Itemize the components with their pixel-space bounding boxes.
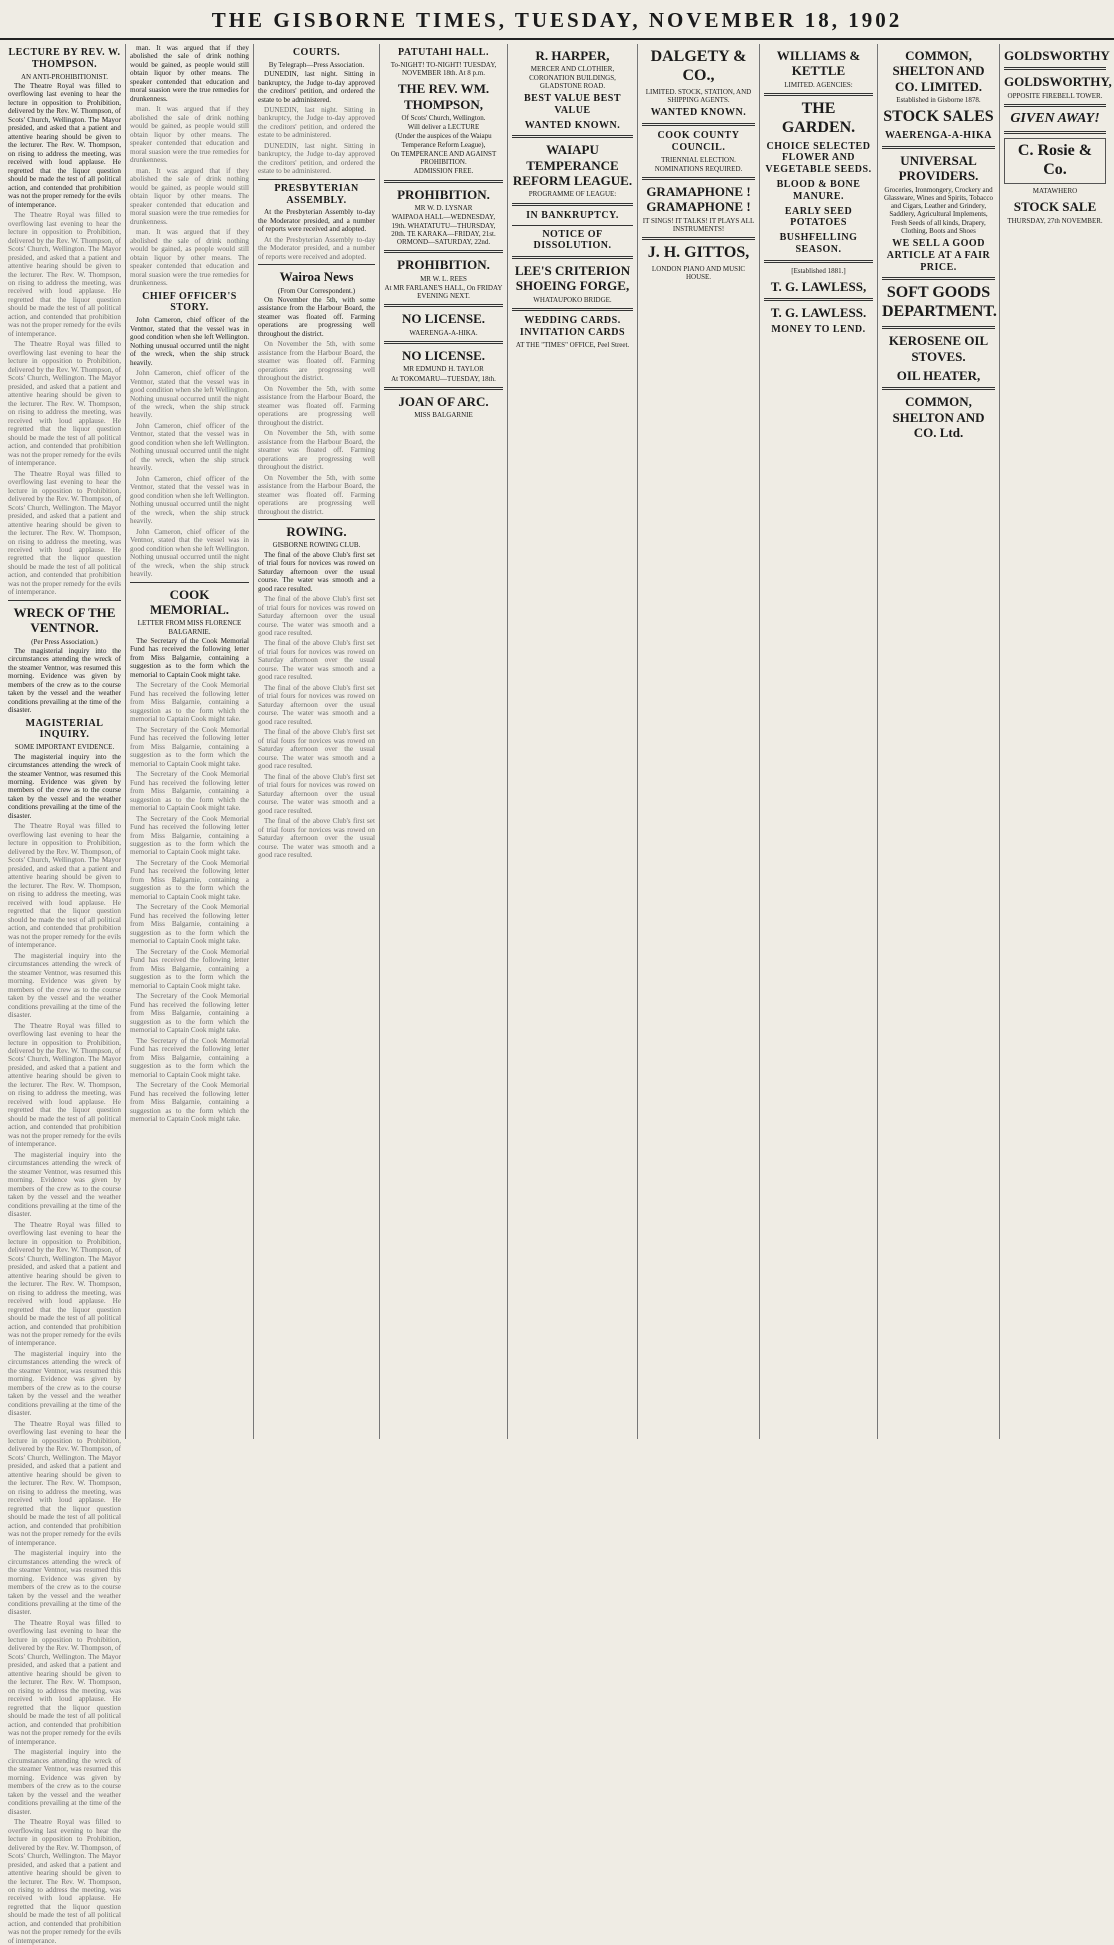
divider xyxy=(384,180,503,183)
rees-name: MR W. L. REES xyxy=(420,274,467,283)
cook-memorial-body-cont-6: The Secretary of the Cook Memorial Fund has received the following letter from Miss Balgarnie, containing a suggestion as to the form which the memorial to Captain Cook might take. xyxy=(130,903,249,946)
chief-officer-body-cont: John Cameron, chief officer of the Ventnor, stated that the vessel was in good condition when she left Wellington. Nothing unusual occurred until the night of the wreck, when the ship struck heavily. xyxy=(130,369,249,420)
rowing-body-cont-4: The final of the above Club's first set of trial fours for novices was rowed on Saturday afternoon over the usual course. The water was smooth and a good race resulted. xyxy=(258,728,375,771)
prohibition-headline: PROHIBITION. xyxy=(397,186,490,202)
inquiry-body-cont-8: The magisterial inquiry into the circumstances attending the wreck of the steamer Ventnor, was resumed this morning. Evidence was given by members of the crew as to the course taken by the vessel and the weather conditions prevailing at the time of the disaster. xyxy=(8,1549,121,1617)
kerosene-stoves: KEROSENE OIL STOVES. xyxy=(888,333,989,364)
balgarnie-name: MISS BALGARNIE xyxy=(414,411,473,420)
rowing-body-cont-2: The final of the above Club's first set of trial fours for novices was rowed on Saturday afternoon over the usual course. The water was smooth and a good race resulted. xyxy=(258,639,375,682)
rees-venue: At MR FARLANE'S HALL, On FRIDAY EVENING NEXT. xyxy=(384,283,503,301)
tokomaru-date: At TOKOMARU—TUESDAY, 18th. xyxy=(391,374,496,383)
goldsworthy-sub: OPPOSITE FIREBELL TOWER. xyxy=(1007,91,1103,100)
thompson-lecture: Will deliver a LECTURE xyxy=(407,123,480,132)
dalgety-sub: LIMITED. STOCK, STATION, AND SHIPPING AGENTS. xyxy=(645,87,752,104)
lysnar-name: MR W. D. LYSNAR xyxy=(414,204,473,213)
common-shelton-title: COMMON, SHELTON AND CO. LIMITED. xyxy=(892,48,985,94)
lysnar-dates: WAIPAOA HALL—WEDNESDAY, 19th. WHATATUTU—THURSDAY, 20th. TE KARAKA—FRIDAY, 21st. ORMOND—SATURDAY, 22nd. xyxy=(391,213,496,247)
cook-memorial-body-cont-4: The Secretary of the Cook Memorial Fund has received the following letter from Miss Balgarnie, containing a suggestion as to the form which the memorial to Captain Cook might take. xyxy=(130,814,249,857)
ventnor-sub: (Per Press Association.) xyxy=(31,637,98,646)
column-8 xyxy=(878,44,1000,1439)
divider xyxy=(8,600,121,601)
rowing-headline: ROWING. xyxy=(286,524,347,540)
dissolution-headline: NOTICE OF DISSOLUTION. xyxy=(533,228,612,252)
gittos-sub: LONDON PIANO AND MUSIC HOUSE. xyxy=(651,265,746,282)
times-office: AT THE "TIMES" OFFICE, Peel Street. xyxy=(515,340,630,349)
divider xyxy=(258,264,375,265)
bankruptcy-headline: IN BANKRUPTCY. xyxy=(526,209,619,221)
column-1 xyxy=(4,44,126,1945)
cook-memorial-body-cont-8: The Secretary of the Cook Memorial Fund has received the following letter from Miss Balgarnie, containing a suggestion as to the form which the memorial to Captain Cook might take. xyxy=(130,992,249,1035)
divider xyxy=(642,237,755,240)
rosie-logo: C. Rosie & Co. xyxy=(1004,138,1106,184)
fair-price: WE SELL A GOOD ARTICLE AT A FAIR PRICE. xyxy=(886,238,991,273)
column-6 xyxy=(638,44,760,1439)
divider xyxy=(384,250,503,253)
chief-officer-body-cont-4: John Cameron, chief officer of the Ventnor, stated that the vessel was in good condition when she left Wellington. Nothing unusual occurred until the night of the wreck, when the ship struck heavily. xyxy=(130,527,249,579)
column-7 xyxy=(760,44,878,1439)
lawless-established: [Established 1881.] xyxy=(791,266,846,275)
cook-memorial-body-cont-5: The Secretary of the Cook Memorial Fund has received the following letter from Miss Balgarnie, containing a suggestion as to the form which the memorial to Captain Cook might take. xyxy=(130,858,249,901)
divider xyxy=(512,256,633,259)
inquiry-body-cont-9: The Theatre Royal was filled to overflowing last evening to hear the lecture in opposition to Prohibition, delivered by the Rev. W. Thompson, of Scots' Church, Wellington. The Mayor presided, and asked that a patient and attentive hearing should be given to the lecturer. The Rev. W. Thompson, on rising to address the meeting, was received with loud applause. He regretted that the liquor question should be made the test of all political action, and contended that prohibition was not the proper remedy for the evils of intemperance. xyxy=(8,1618,121,1746)
divider xyxy=(1004,67,1106,70)
council-sub: TRIENNIAL ELECTION. xyxy=(661,155,736,164)
provisions-list: Groceries, Ironmongery, Crockery and Glassware, Wines and Spirits, Tobacco and Cigars, Leather and Grindery, Saddlery, Agricultural Implements, Fresh Seeds of all kinds, Drapery, Clothing, Boots and Shoes xyxy=(883,185,993,235)
lees-forge: LEE'S CRITERION SHOEING FORGE, xyxy=(514,263,631,294)
inquiry-body-cont-3: The Theatre Royal was filled to overflowing last evening to hear the lecture in opposition to Prohibition, delivered by the Rev. W. Thompson, of Scots' Church, Wellington. The Mayor presided, and asked that a patient and attentive hearing should be given to the lecturer. The Rev. W. Thompson, on rising to address the meeting, was received with loud applause. He regretted that the liquor question should be made the test of all political action, and contended that prohibition was not the proper remedy for the evils of intemperance. xyxy=(8,1021,121,1149)
thompson-name: THE REV. WM. THOMPSON, xyxy=(397,81,490,112)
thompson-under: (Under the auspices of the Waiapu Temperance Reform League), xyxy=(395,132,492,149)
cook-memorial-body-cont-2: The Secretary of the Cook Memorial Fund has received the following letter from Miss Balgarnie, containing a suggestion as to the form which the memorial to Captain Cook might take. xyxy=(130,725,249,768)
divider xyxy=(764,93,873,96)
divider xyxy=(258,519,375,520)
thompson-on: On TEMPERANCE AND AGAINST PROHIBITION. xyxy=(390,149,497,167)
bushfelling-headline: BUSHFELLING SEASON. xyxy=(779,232,858,256)
seeds-headline: CHOICE SELECTED FLOWER AND VEGETABLE SEEDS. xyxy=(765,140,872,176)
universal-providers: UNIVERSAL PROVIDERS. xyxy=(898,152,979,184)
thompson-of: Of Scots' Church, Wellington. xyxy=(401,113,486,122)
lecture-body: The Theatre Royal was filled to overflowing last evening to hear the lecture in opposition to Prohibition, delivered by the Rev. W. Thompson, of Scots' Church, Wellington. The Mayor presided, and asked that a patient and attentive hearing should be given to the lecturer. The Rev. W. Thompson, on rising to address the meeting, was received with loud applause. He regretted that the liquor question should be made the test of all political action, and contended that prohibition was not the proper remedy for the evils of intemperance. xyxy=(8,81,121,209)
soft-goods: SOFT GOODS DEPARTMENT. xyxy=(882,284,997,321)
cook-memorial-body-cont: The Secretary of the Cook Memorial Fund has received the following letter from Miss Balgarnie, containing a suggestion as to the form which the memorial to Captain Cook might take. xyxy=(130,681,249,724)
thompson-admission: ADMISSION FREE. xyxy=(413,167,474,176)
inquiry-body-cont-11: The Theatre Royal was filled to overflowing last evening to hear the lecture in opposition to Prohibition, delivered by the Rev. W. Thompson, of Scots' Church, Wellington. The Mayor presided, and asked that a patient and attentive hearing should be given to the lecturer. The Rev. W. Thompson, on rising to address the meeting, was received with loud applause. He regretted that the liquor question should be made the test of all political action, and contended that prohibition was not the proper remedy for the evils of intemperance. xyxy=(8,1818,121,1945)
wairoa-body-cont-2: On November the 5th, with some assistance from the Harbour Board, the steamer was floated off. Farming operations are progressing well throughout the district. xyxy=(258,384,375,427)
money-to-lend: MONEY TO LEND. xyxy=(771,323,866,335)
inquiry-headline: MAGISTERIAL INQUIRY. xyxy=(25,717,104,741)
column-5 xyxy=(508,44,638,1439)
divider xyxy=(882,326,995,329)
harper-title: R. HARPER, xyxy=(535,48,610,63)
inquiry-sub: SOME IMPORTANT EVIDENCE. xyxy=(14,743,115,752)
cook-memorial-body-cont-10: The Secretary of the Cook Memorial Fund has received the following letter from Miss Balgarnie, containing a suggestion as to the form which the memorial to Captain Cook might take. xyxy=(130,1081,249,1123)
col2-body-cont-2: man. It was argued that if they abolished the sale of drink nothing would be gained, as people would still obtain liquor by other means. The speaker contended that education and moral suasion were the true remedies for drunkenness. xyxy=(130,166,249,226)
league-headline: WAIAPU TEMPERANCE REFORM LEAGUE. xyxy=(512,142,633,189)
divider xyxy=(1004,104,1106,107)
nolicense-headline: NO LICENSE. xyxy=(401,311,486,327)
cards-headline: WEDDING CARDS. INVITATION CARDS xyxy=(519,315,626,338)
column-4 xyxy=(380,44,508,1439)
divider xyxy=(384,304,503,307)
masthead: THE GISBORNE TIMES, TUESDAY, NOVEMBER 18, 1902 xyxy=(0,0,1114,40)
gittos-title: J. H. GITTOS, xyxy=(647,244,750,262)
cook-memorial-headline: COOK MEMORIAL. xyxy=(149,586,230,618)
courts-body: DUNEDIN, last night. Sitting in bankruptcy, the Judge to-day approved the creditors' petition, and ordered the estate to be administered. xyxy=(258,70,375,104)
established: Established in Gisborne 1878. xyxy=(896,95,981,104)
lawless-title: T. G. LAWLESS, xyxy=(770,279,867,295)
lecture-headline: LECTURE BY REV. W. THOMPSON. xyxy=(8,47,121,70)
divider xyxy=(764,298,873,301)
presbyterian-body: At the Presbyterian Assembly to-day the Moderator presided, and a number of reports were received and adopted. xyxy=(258,208,375,234)
dalgety-title: DALGETY & CO., xyxy=(650,48,747,84)
lecture-body-cont-3: The Theatre Royal was filled to overflowing last evening to hear the lecture in opposition to Prohibition, delivered by the Rev. W. Thompson, of Scots' Church, Wellington. The Mayor presided, and asked that a patient and attentive hearing should be given to the lecturer. The Rev. W. Thompson, on rising to address the meeting, was received with loud applause. He regretted that the liquor question should be made the test of all political action, and contended that prohibition was not the proper remedy for the evils of intemperance. xyxy=(8,469,121,597)
column-9 xyxy=(1000,44,1110,1439)
potatoes-headline: EARLY SEED POTATOES xyxy=(784,205,853,229)
courts-sub: By Telegraph—Press Association. xyxy=(268,60,365,69)
council-nominations: NOMINATIONS REQUIRED. xyxy=(654,164,743,173)
harper-slogan: BEST VALUE BEST VALUE xyxy=(524,93,621,116)
gramophone-sub: IT SINGS! IT TALKS! IT PLAYS ALL INSTRUMENTS! xyxy=(642,216,755,234)
divider xyxy=(1004,131,1106,134)
wairoa-body-cont-3: On November the 5th, with some assistance from the Harbour Board, the steamer was floated off. Farming operations are progressing well throughout the district. xyxy=(258,429,375,472)
courts-headline: COURTS. xyxy=(292,47,341,58)
courts-body-cont-2: DUNEDIN, last night. Sitting in bankruptcy, the Judge to-day approved the creditors' petition, and ordered the estate to be administered. xyxy=(258,141,375,176)
divider xyxy=(258,179,375,180)
rowing-body-cont-5: The final of the above Club's first set of trial fours for novices was rowed on Saturday afternoon over the usual course. The water was smooth and a good race resulted. xyxy=(258,772,375,815)
divider xyxy=(512,225,633,226)
columns xyxy=(4,44,1112,1945)
divider xyxy=(882,387,995,390)
ventnor-headline: WRECK OF THE VENTNOR. xyxy=(13,604,116,636)
divider xyxy=(764,260,873,263)
divider xyxy=(130,582,249,583)
stock-sale: STOCK SALE xyxy=(1013,199,1097,215)
wairoa-body: On November the 5th, with some assistance from the Harbour Board, the steamer was floated off. Farming operations are progressing well throughout the district. xyxy=(258,295,375,338)
chief-officer-body-cont-3: John Cameron, chief officer of the Ventnor, stated that the vessel was in good condition when she left Wellington. Nothing unusual occurred until the night of the wreck, when the ship struck heavily. xyxy=(130,474,249,526)
inquiry-body-cont-10: The magisterial inquiry into the circumstances attending the wreck of the steamer Ventnor, was resumed this morning. Evidence was given by members of the crew as to the course taken by the vessel and the weather conditions prevailing at the time of the disaster. xyxy=(8,1748,121,1816)
wanted-known: WANTED KNOWN. xyxy=(524,119,621,131)
col2-body-cont: man. It was argued that if they abolished the sale of drink nothing would be gained, as people would still obtain liquor by other means. The speaker contended that education and moral suasion were the true remedies for drunkenness. xyxy=(130,105,249,165)
manure-headline: BLOOD & BONE MANURE. xyxy=(776,179,861,202)
chief-officer-body: John Cameron, chief officer of the Ventnor, stated that the vessel was in good condition when she left Wellington. Nothing unusual occurred until the night of the wreck, when the ship struck heavily. xyxy=(130,316,249,367)
oil-heater: OIL HEATER, xyxy=(896,367,981,383)
matawhero: MATAWHERO xyxy=(1032,187,1078,196)
waerenga-a-hika: WAERENGA-A-HIKA xyxy=(885,130,992,142)
presbyterian-headline: PRESBYTERIAN ASSEMBLY. xyxy=(274,182,359,206)
williams-kettle-sub: LIMITED. AGENCIES: xyxy=(784,80,853,89)
prohibition-headline-2: PROHIBITION. xyxy=(397,257,490,273)
council-headline: COOK COUNTY COUNCIL. xyxy=(657,130,740,153)
ventnor-body: The magisterial inquiry into the circumstances attending the wreck of the steamer Ventnor, was resumed this morning. Evidence was given by members of the crew as to the course taken by the vessel and the weather conditions prevailing at the time of the disaster. xyxy=(8,646,121,715)
divider xyxy=(512,203,633,206)
divider xyxy=(642,123,755,126)
col2-body: man. It was argued that if they abolished the sale of drink nothing would be gained, as people would still obtain liquor by other means. The speaker contended that education and moral suasion were the true remedies for drunkenness. xyxy=(130,44,249,103)
divider xyxy=(512,135,633,138)
rowing-body-cont-6: The final of the above Club's first set of trial fours for novices was rowed on Saturday afternoon over the usual course. The water was smooth and a good race resulted. xyxy=(258,817,375,860)
rowing-body-cont: The final of the above Club's first set of trial fours for novices was rowed on Saturday afternoon over the usual course. The water was smooth and a good race resulted. xyxy=(258,595,375,637)
harper-sub: MERCER AND CLOTHIER, CORONATION BUILDINGS, GLADSTONE ROAD. xyxy=(529,65,616,90)
lees-sub: WHATAUPOKO BRIDGE. xyxy=(533,295,612,304)
divider xyxy=(384,341,503,344)
cook-memorial-body-cont-7: The Secretary of the Cook Memorial Fund has received the following letter from Miss Balgarnie, containing a suggestion as to the form which the memorial to Captain Cook might take. xyxy=(130,947,249,990)
patutahi-hall: PATUTAHI HALL. xyxy=(398,47,489,58)
cook-memorial-body-cont-9: The Secretary of the Cook Memorial Fund has received the following letter from Miss Balgarnie, containing a suggestion as to the form which the memorial to Captain Cook might take. xyxy=(130,1036,249,1079)
nolicense-headline-2: NO LICENSE. xyxy=(401,347,486,363)
divider xyxy=(882,146,995,149)
inquiry-body-cont-6: The magisterial inquiry into the circumstances attending the wreck of the steamer Ventnor, was resumed this morning. Evidence was given by members of the crew as to the course taken by the vessel and the weather conditions prevailing at the time of the disaster. xyxy=(8,1349,121,1418)
common-shelton-title-2: COMMON, SHELTON AND CO. Ltd. xyxy=(892,394,985,440)
chief-officer-headline: CHIEF OFFICER'S STORY. xyxy=(142,290,237,314)
williams-kettle-title: WILLIAMS & KETTLE xyxy=(776,48,861,79)
inquiry-body-cont: The Theatre Royal was filled to overflowing last evening to hear the lecture in opposition to Prohibition, delivered by the Rev. W. Thompson, of Scots' Church, Wellington. The Mayor presided, and asked that a patient and attentive hearing should be given to the lecturer. The Rev. W. Thompson, on rising to address the meeting, was received with loud applause. He regretted that the liquor question should be made the test of all political action, and contended that prohibition was not the proper remedy for the evils of intemperance. xyxy=(8,822,121,950)
garden-headline: THE GARDEN. xyxy=(781,99,856,136)
divider xyxy=(512,308,633,311)
chief-officer-body-cont-2: John Cameron, chief officer of the Ventnor, stated that the vessel was in good condition when she left Wellington. Nothing unusual occurred until the night of the wreck, when the ship struck heavily. xyxy=(130,421,249,473)
lecture-subhead: AN ANTI-PROHIBITIONIST. xyxy=(21,72,108,81)
goldsworthy-title: GOLDSWORTHY xyxy=(1004,48,1110,63)
rowing-body: The final of the above Club's first set of trial fours for novices was rowed on Saturday afternoon over the usual course. The water was smooth and a good race resulted. xyxy=(258,550,375,593)
divider xyxy=(384,387,503,390)
divider xyxy=(642,177,755,180)
wairoa-sub: (From Our Correspondent.) xyxy=(277,286,356,295)
courts-body-cont: DUNEDIN, last night. Sitting in bankruptcy, the Judge to-day approved the creditors' petition, and ordered the estate to be administered. xyxy=(258,105,375,140)
lawless-title-2: T. G. LAWLESS. xyxy=(770,305,867,321)
nolicense-place: WAERENGA-A-HIKA. xyxy=(409,328,478,337)
given-away: GIVEN AWAY! xyxy=(1010,110,1100,126)
wanted-known-2: WANTED KNOWN. xyxy=(650,107,747,119)
lecture-body-cont: The Theatre Royal was filled to overflowing last evening to hear the lecture in opposition to Prohibition, delivered by the Rev. W. Thompson, of Scots' Church, Wellington. The Mayor presided, and asked that a patient and attentive hearing should be given to the lecturer. The Rev. W. Thompson, on rising to address the meeting, was received with loud applause. He regretted that the liquor question should be made the test of all political action, and contended that prohibition was not the proper remedy for the evils of intemperance. xyxy=(8,211,121,338)
goldsworthy-title-2: GOLDSWORTHY, xyxy=(1004,74,1112,90)
taylor-name: MR EDMUND H. TAYLOR xyxy=(403,365,484,374)
rowing-body-cont-3: The final of the above Club's first set of trial fours for novices was rowed on Saturday afternoon over the usual course. The water was smooth and a good race resulted. xyxy=(258,683,375,726)
stock-sales: STOCK SALES xyxy=(883,108,994,126)
inquiry-body-cont-4: The magisterial inquiry into the circumstances attending the wreck of the steamer Ventnor, was resumed this morning. Evidence was given by members of the crew as to the course taken by the vessel and the weather conditions prevailing at the time of the disaster. xyxy=(8,1150,121,1219)
inquiry-body-cont-2: The magisterial inquiry into the circumstances attending the wreck of the steamer Ventnor, was resumed this morning. Evidence was given by members of the crew as to the course taken by the vessel and the weather conditions prevailing at the time of the disaster. xyxy=(8,951,121,1020)
col2-body-cont-3: man. It was argued that if they abolished the sale of drink nothing would be gained, as people would still obtain liquor by other means. The speaker contended that education and moral suasion were the true remedies for drunkenness. xyxy=(130,228,249,288)
column-3 xyxy=(254,44,380,1439)
stock-sale-date: THURSDAY, 27th NOVEMBER. xyxy=(1007,216,1103,225)
cook-memorial-body: The Secretary of the Cook Memorial Fund has received the following letter from Miss Balgarnie, containing a suggestion as to the form which the memorial to Captain Cook might take. xyxy=(130,636,249,679)
wairoa-body-cont-4: On November the 5th, with some assistance from the Harbour Board, the steamer was floated off. Farming operations are progressing well throughout the district. xyxy=(258,473,375,516)
cook-memorial-sub: LETTER FROM MISS FLORENCE BALGARNIE. xyxy=(137,619,242,636)
divider xyxy=(882,277,995,280)
lecture-body-cont-2: The Theatre Royal was filled to overflowing last evening to hear the lecture in opposition to Prohibition, delivered by the Rev. W. Thompson, of Scots' Church, Wellington. The Mayor presided, and asked that a patient and attentive hearing should be given to the lecturer. The Rev. W. Thompson, on rising to address the meeting, was received with loud applause. He regretted that the liquor question should be made the test of all political action, and contended that prohibition was not the proper remedy for the evils of intemperance. xyxy=(8,340,121,468)
league-sub: PROGRAMME OF LEAGUE: xyxy=(528,190,617,199)
column-2 xyxy=(126,44,254,1439)
inquiry-body-cont-7: The Theatre Royal was filled to overflowing last evening to hear the lecture in opposition to Prohibition, delivered by the Rev. W. Thompson, of Scots' Church, Wellington. The Mayor presided, and asked that a patient and attentive hearing should be given to the lecturer. The Rev. W. Thompson, on rising to address the meeting, was received with loud applause. He regretted that the liquor question should be made the test of all political action, and contended that prohibition was not the proper remedy for the evils of intemperance. xyxy=(8,1419,121,1547)
wairoa-body-cont: On November the 5th, with some assistance from the Harbour Board, the steamer was floated off. Farming operations are progressing well throughout the district. xyxy=(258,340,375,383)
cook-memorial-body-cont-3: The Secretary of the Cook Memorial Fund has received the following letter from Miss Balgarnie, containing a suggestion as to the form which the memorial to Captain Cook might take. xyxy=(130,770,249,813)
patutahi-when: To-NIGHT! TO-NIGHT! TUESDAY, NOVEMBER 18th. At 8 p.m. xyxy=(390,60,497,78)
presbyterian-body-cont: At the Presbyterian Assembly to-day the Moderator presided, and a number of reports were received and adopted. xyxy=(258,235,375,261)
rowing-sub: GISBORNE ROWING CLUB. xyxy=(272,541,361,550)
wairoa-headline: Wairoa News xyxy=(279,269,354,285)
inquiry-body-cont-5: The Theatre Royal was filled to overflowing last evening to hear the lecture in opposition to Prohibition, delivered by the Rev. W. Thompson, of Scots' Church, Wellington. The Mayor presided, and asked that a patient and attentive hearing should be given to the lecturer. The Rev. W. Thompson, on rising to address the meeting, was received with loud applause. He regretted that the liquor question should be made the test of all political action, and contended that prohibition was not the proper remedy for the evils of intemperance. xyxy=(8,1220,121,1348)
inquiry-body: The magisterial inquiry into the circumstances attending the wreck of the steamer Ventnor, was resumed this morning. Evidence was given by members of the crew as to the course taken by the vessel and the weather conditions prevailing at the time of the disaster. xyxy=(8,752,121,820)
gramophone-headline: GRAMAPHONE ! GRAMAPHONE ! xyxy=(646,184,751,215)
joan-headline: JOAN OF ARC. xyxy=(398,393,489,409)
